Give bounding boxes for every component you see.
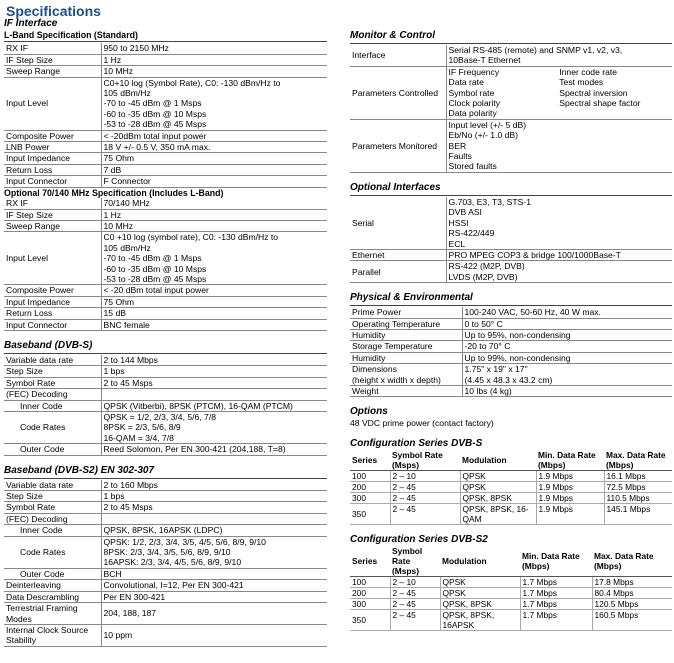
row-value: 75 Ohm <box>101 296 327 307</box>
row-label: Composite Power <box>4 130 101 141</box>
column-header: Max. Data Rate (Mbps) <box>592 546 672 577</box>
row-value: Up to 95%, non-condensing <box>462 329 672 340</box>
column-header: Series <box>350 546 390 577</box>
row-label: Inner Code <box>4 525 101 536</box>
row-value: QPSK, 8PSK, 16APSK (LDPC) <box>101 525 327 536</box>
row-value: 10 lbs (4 kg) <box>462 385 672 396</box>
row-value: 10 MHz <box>101 220 327 231</box>
row-value: BNC female <box>101 319 327 330</box>
table-row <box>4 130 327 141</box>
row-label: Ethernet <box>350 249 446 260</box>
table-cell: QPSK <box>440 576 520 587</box>
table-row <box>4 603 327 625</box>
table-row <box>4 355 327 366</box>
row-label: Input Impedance <box>4 296 101 307</box>
table-row <box>350 609 672 630</box>
dvbs2-table <box>4 480 327 647</box>
table-row <box>4 319 327 330</box>
table-cell: QPSK <box>440 587 520 598</box>
row-value: F Connector <box>101 176 327 187</box>
table-cell: 2 – 45 <box>390 481 460 492</box>
left-column <box>4 18 327 647</box>
row-label: Storage Temperature <box>350 341 462 352</box>
table-cell: QPSK <box>460 470 536 481</box>
table-cell: 300 <box>350 598 390 609</box>
table-row <box>4 444 327 455</box>
table-cell: 200 <box>350 481 390 492</box>
row-label: (FEC) Decoding <box>4 513 101 524</box>
table-cell: 1.7 Mbps <box>520 609 592 630</box>
table-row <box>4 525 327 536</box>
optional-70-140-title: Optional 70/140 MHz Specification (Includes L-Band) <box>4 187 224 198</box>
table-cell: QPSK, 8PSK <box>460 492 536 503</box>
row-value: QPSK: 1/2, 2/3, 3/4, 3/5, 4/5, 5/6, 8/9, 9/10 8PSK: 2/3, 3/4, 3/5, 5/6, 8/9, 9/10 16APSK: 2/3, 3/4, 4/5, 5/6, 8/9, 9/10 <box>101 536 327 568</box>
table-cell: 2 – 45 <box>390 503 460 524</box>
row-value: Input level (+/- 5 dB) Eb/No (+/- 1.0 dB) BER Faults Stored faults <box>446 119 672 172</box>
row-label: Return Loss <box>4 308 101 319</box>
column-header: Modulation <box>460 450 536 471</box>
table-row <box>4 232 327 285</box>
row-label: Input Level <box>4 77 101 130</box>
row-label: Return Loss <box>4 164 101 175</box>
table-row <box>4 164 327 175</box>
row-label: RX IF <box>4 198 101 209</box>
table-row <box>350 341 672 352</box>
table-row <box>4 43 327 54</box>
row-label: Inner Code <box>4 400 101 411</box>
table-row <box>4 480 327 491</box>
table-cell: 1.9 Mbps <box>536 470 604 481</box>
row-label: Operating Temperature <box>350 318 462 329</box>
table-header-row <box>350 546 672 577</box>
row-label: Symbol Rate <box>4 502 101 513</box>
row-label: IF Step Size <box>4 209 101 220</box>
row-label: Dimensions (height x width x depth) <box>350 364 462 386</box>
table-cell: 110.5 Mbps <box>604 492 672 503</box>
table-row <box>350 197 672 250</box>
table-row <box>350 66 672 119</box>
row-value: 100-240 VAC, 50-60 Hz, 40 W max. <box>462 307 672 318</box>
table-row <box>350 587 672 598</box>
row-value: QPSK (Vitberbi), 8PSK (PTCM), 16-QAM (PTCM) <box>101 400 327 411</box>
dvbs-body <box>4 355 327 455</box>
row-label: Step Size <box>4 366 101 377</box>
row-value: Up to 99%, non-condensing <box>462 352 672 363</box>
row-label: LNB Power <box>4 142 101 153</box>
table-row <box>350 598 672 609</box>
table-row <box>4 220 327 231</box>
row-value: 1 Hz <box>101 54 327 65</box>
dvbs2-body <box>4 480 327 647</box>
row-value: RS-422 (M2P, DVB) LVDS (M2P, DVB) <box>446 261 672 283</box>
table-row <box>4 209 327 220</box>
table-row <box>4 153 327 164</box>
row-label: Code Rates <box>4 412 101 444</box>
row-value: G.703, E3, T3, STS-1 DVB ASI HSSI RS-422/449 ECL <box>446 197 672 250</box>
row-value: Reed Solomon, Per EN 300-421 (204,188, T=8) <box>101 444 327 455</box>
dvbs-table <box>4 355 327 456</box>
table-header-row <box>350 450 672 471</box>
row-value: 1 bps <box>101 491 327 502</box>
table-row <box>4 568 327 579</box>
row-value: 18 V +/- 0.5 V, 350 mA max. <box>101 142 327 153</box>
column-header: Symbol Rate (Msps) <box>390 450 460 471</box>
row-value: -20 to 70° C <box>462 341 672 352</box>
row-value: 10 ppm <box>101 624 327 646</box>
row-label: Sweep Range <box>4 220 101 231</box>
table-row <box>4 377 327 388</box>
table-cell: 300 <box>350 492 390 503</box>
row-label: Humidity <box>350 329 462 340</box>
row-value: 0 to 50° C <box>462 318 672 329</box>
opt-body <box>4 198 327 330</box>
table-cell: 1.9 Mbps <box>536 492 604 503</box>
row-value: 1.75" x 19" x 17" (4.45 x 48.3 x 43.2 cm) <box>462 364 672 386</box>
table-cell: 145.1 Mbps <box>604 503 672 524</box>
row-label: Sweep Range <box>4 66 101 77</box>
row-value: 2 to 45 Msps <box>101 502 327 513</box>
row-value: 2 to 45 Msps <box>101 377 327 388</box>
table-row <box>350 307 672 318</box>
row-label: Input Impedance <box>4 153 101 164</box>
optional-interfaces-table <box>350 197 672 283</box>
table-row <box>4 400 327 411</box>
row-label: RX IF <box>4 43 101 54</box>
options-heading: Options <box>350 406 388 418</box>
column-header: Symbol Rate (Msps) <box>390 546 440 577</box>
config-dvbs-body <box>350 470 672 524</box>
table-row <box>4 77 327 130</box>
table-row <box>4 308 327 319</box>
monitor-control-heading: Monitor & Control <box>350 30 672 44</box>
table-cell: 1.7 Mbps <box>520 598 592 609</box>
table-row <box>4 580 327 591</box>
row-label: Step Size <box>4 491 101 502</box>
row-label: Input Connector <box>4 176 101 187</box>
row-label: Parallel <box>350 261 446 283</box>
table-cell: 2 – 45 <box>390 587 440 598</box>
table-row <box>350 352 672 363</box>
table-cell: 16.1 Mbps <box>604 470 672 481</box>
row-label: IF Step Size <box>4 54 101 65</box>
column-header: Min. Data Rate (Mbps) <box>520 546 592 577</box>
table-row <box>350 470 672 481</box>
config-dvbs2-heading: Configuration Series DVB-S2 <box>350 533 488 545</box>
page-title: Specifications <box>6 3 101 19</box>
table-cell: 1.9 Mbps <box>536 503 604 524</box>
lband-table <box>4 43 327 187</box>
row-value: C0 +10 log (symbol rate), C0: -130 dBm/Hz to 105 dBm/Hz -70 to -45 dBm @ 1 Msps -60 to -35 dBm @ 10 Msps -53 to -28 dBm @ 45 Msps <box>101 232 327 285</box>
row-value: 75 Ohm <box>101 153 327 164</box>
row-value: QPSK = 1/2, 2/3, 3/4, 5/6, 7/8 8PSK = 2/3, 5/6, 8/9 16-QAM = 3/4, 7/8 <box>101 412 327 444</box>
table-row <box>4 412 327 444</box>
table-cell: 2 – 10 <box>390 576 440 587</box>
table-cell: QPSK, 8PSK <box>440 598 520 609</box>
config-dvbs-table <box>350 450 672 525</box>
row-value: 2 to 160 Mbps <box>101 480 327 491</box>
row-value: PRO MPEG COP3 & bridge 100/1000Base-T <box>446 249 672 260</box>
row-value: 70/140 MHz <box>101 198 327 209</box>
row-value: IF Frequency Data rate Symbol rate Clock polarity Data polarity Inner code rate Test modes Spectral inversion Spectral shape factor <box>446 66 672 119</box>
row-label: Variable data rate <box>4 355 101 366</box>
lband-title: L-Band Specification (Standard) <box>4 30 327 42</box>
row-label: Serial <box>350 197 446 250</box>
row-value: 950 to 2150 MHz <box>101 43 327 54</box>
table-cell: QPSK, 8PSK, 16-QAM <box>460 503 536 524</box>
row-value: Serial RS-485 (remote) and SNMP v1, v2, v3, 10Base-T Ethernet <box>446 45 672 66</box>
table-row <box>4 491 327 502</box>
table-row <box>350 492 672 503</box>
table-cell: 2 – 45 <box>390 492 460 503</box>
table-cell: 160.5 Mbps <box>592 609 672 630</box>
table-row <box>350 329 672 340</box>
table-cell: 1.7 Mbps <box>520 587 592 598</box>
table-row <box>4 389 327 400</box>
table-row <box>4 54 327 65</box>
table-row <box>4 296 327 307</box>
table-cell: 80.4 Mbps <box>592 587 672 598</box>
table-cell: QPSK <box>460 481 536 492</box>
row-label: Weight <box>350 385 462 396</box>
table-row <box>350 45 672 66</box>
table-row <box>350 364 672 386</box>
if-interface-heading: IF Interface <box>4 18 58 29</box>
dvbs-heading: Baseband (DVB-S) <box>4 340 327 354</box>
table-row <box>4 142 327 153</box>
row-value: BCH <box>101 568 327 579</box>
row-value: < -20dBm total input power <box>101 130 327 141</box>
table-row <box>4 198 327 209</box>
table-row <box>4 66 327 77</box>
config-dvbs-heading: Configuration Series DVB-S <box>350 437 483 449</box>
column-header: Modulation <box>440 546 520 577</box>
lband-body <box>4 43 327 187</box>
row-label: (FEC) Decoding <box>4 389 101 400</box>
row-label: Parameters Monitored <box>350 119 446 172</box>
row-value: 204, 188, 187 <box>101 603 327 625</box>
row-label: Variable data rate <box>4 480 101 491</box>
row-label: Humidity <box>350 352 462 363</box>
row-value: 1 Hz <box>101 209 327 220</box>
table-row <box>350 318 672 329</box>
row-value: C0+10 log (Symbol Rate), C0: -130 dBm/Hz to 105 dBm/Hz -70 to -45 dBm @ 1 Msps -60 to -35 dBm @ 10 Msps -53 to -28 dBm @ 45 Msps <box>101 77 327 130</box>
table-row <box>350 503 672 524</box>
config-dvbs2-table <box>350 546 672 631</box>
row-label: Deinterleaving <box>4 580 101 591</box>
column-header: Series <box>350 450 390 471</box>
optional-70-140-table <box>4 198 327 331</box>
table-row <box>350 119 672 172</box>
column-header: Max. Data Rate (Mbps) <box>604 450 672 471</box>
row-label: Terrestrial Framing Modes <box>4 603 101 625</box>
row-value: 10 MHz <box>101 66 327 77</box>
table-cell: 2 – 45 <box>390 598 440 609</box>
row-label: Internal Clock Source Stability <box>4 624 101 646</box>
table-cell: 350 <box>350 503 390 524</box>
physical-body <box>350 307 672 397</box>
config-dvbs2-body <box>350 576 672 630</box>
table-cell: 100 <box>350 576 390 587</box>
row-label: Input Level <box>4 232 101 285</box>
options-text: 48 VDC prime power (contact factory) <box>350 418 494 429</box>
table-cell: 1.7 Mbps <box>520 576 592 587</box>
table-row <box>4 366 327 377</box>
row-label: Code Rates <box>4 536 101 568</box>
table-row <box>350 385 672 396</box>
table-row <box>4 285 327 296</box>
dvbs2-heading: Baseband (DVB-S2) EN 302-307 <box>4 465 327 479</box>
row-value: Convolutional, I=12, Per EN 300-421 <box>101 580 327 591</box>
optional-interfaces-heading: Optional Interfaces <box>350 182 672 196</box>
row-label: Outer Code <box>4 568 101 579</box>
row-label: Outer Code <box>4 444 101 455</box>
table-cell: QPSK, 8PSK, 16APSK <box>440 609 520 630</box>
row-label: Symbol Rate <box>4 377 101 388</box>
table-row <box>4 591 327 602</box>
row-label: Prime Power <box>350 307 462 318</box>
table-cell: 2 – 10 <box>390 470 460 481</box>
right-column <box>350 30 672 631</box>
physical-table <box>350 307 672 397</box>
table-cell: 100 <box>350 470 390 481</box>
row-value: < -20 dBm total input power <box>101 285 327 296</box>
table-row <box>4 176 327 187</box>
table-row <box>4 624 327 646</box>
table-cell: 200 <box>350 587 390 598</box>
table-row <box>350 249 672 260</box>
table-row <box>350 261 672 283</box>
monitor-table <box>350 45 672 173</box>
table-cell: 72.5 Mbps <box>604 481 672 492</box>
table-cell: 2 – 45 <box>390 609 440 630</box>
table-row <box>4 513 327 524</box>
table-cell: 17.8 Mbps <box>592 576 672 587</box>
column-header: Min. Data Rate (Mbps) <box>536 450 604 471</box>
row-label: Composite Power <box>4 285 101 296</box>
table-row <box>4 502 327 513</box>
row-value <box>101 513 327 524</box>
table-row <box>350 481 672 492</box>
table-cell: 350 <box>350 609 390 630</box>
table-cell: 120.5 Mbps <box>592 598 672 609</box>
row-label: Input Connector <box>4 319 101 330</box>
row-value: Per EN 300-421 <box>101 591 327 602</box>
row-label: Data Descrambling <box>4 591 101 602</box>
row-label: Interface <box>350 45 446 66</box>
row-value <box>101 389 327 400</box>
table-row <box>350 576 672 587</box>
physical-heading: Physical & Environmental <box>350 292 672 306</box>
row-value: 2 to 144 Mbps <box>101 355 327 366</box>
row-label: Parameters Controlled <box>350 66 446 119</box>
table-row <box>4 536 327 568</box>
row-value: 1 bps <box>101 366 327 377</box>
row-value: 7 dB <box>101 164 327 175</box>
table-cell: 1.9 Mbps <box>536 481 604 492</box>
row-value: 15 dB <box>101 308 327 319</box>
